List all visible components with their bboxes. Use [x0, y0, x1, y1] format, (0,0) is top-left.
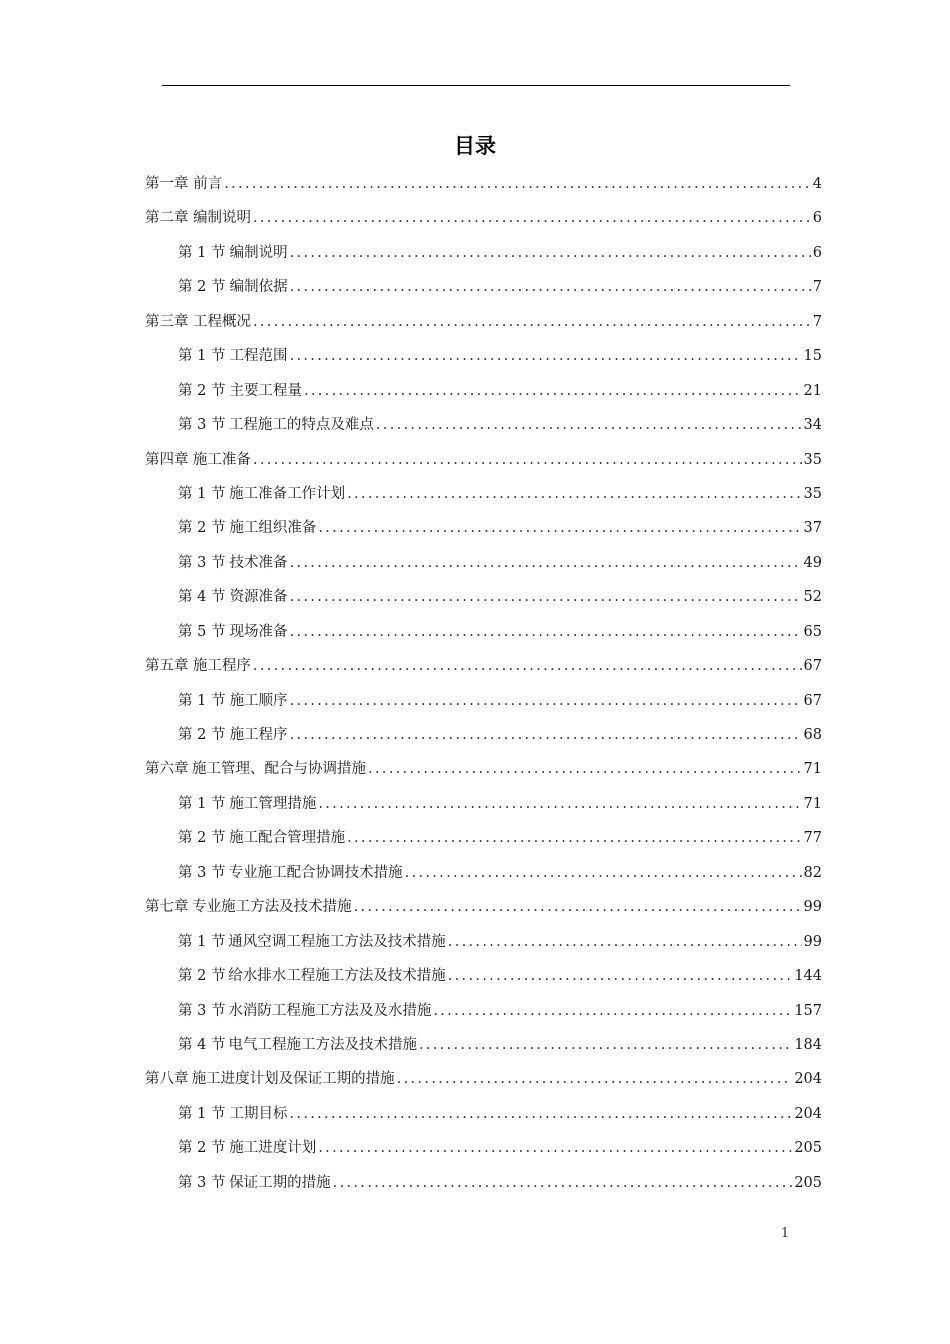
toc-leader-dots	[318, 1131, 792, 1165]
toc-section-entry[interactable]	[145, 339, 822, 373]
toc-entry-title: 编制说明	[192, 210, 251, 227]
toc-leader-dots	[290, 580, 802, 614]
toc-entry-page: 204	[794, 1105, 822, 1122]
toc-entry-page: 99	[803, 899, 822, 916]
toc-section-entry[interactable]	[145, 1028, 822, 1062]
toc-entry-number: 第 2 节	[178, 830, 226, 847]
toc-section-entry[interactable]	[145, 994, 822, 1028]
toc-entry-title: 工程施工的特点及难点	[228, 417, 374, 434]
toc-entry-number: 第二章	[145, 210, 189, 227]
toc-entry-page: 71	[803, 761, 822, 778]
toc-entry-title: 通风空调工程施工方法及技术措施	[228, 933, 446, 950]
toc-entry-title: 施工进度计划	[229, 1140, 317, 1157]
toc-entry-number: 第 2 节	[178, 968, 226, 985]
toc-entry-title: 专业施工配合协调技术措施	[228, 864, 403, 881]
toc-leader-dots	[448, 925, 802, 959]
toc-leader-dots	[397, 1062, 793, 1096]
toc-entry-number: 第六章	[145, 761, 189, 778]
toc-leader-dots	[290, 615, 802, 649]
toc-entry-page: 37	[803, 520, 822, 537]
toc-entry-title: 编制说明	[229, 244, 288, 261]
toc-entry-title: 施工管理措施	[229, 795, 317, 812]
toc-entry-title: 技术准备	[229, 554, 288, 571]
toc-section-entry[interactable]	[145, 408, 822, 442]
toc-entry-title: 电气工程施工方法及技术措施	[228, 1036, 417, 1053]
toc-entry-number: 第七章	[145, 899, 189, 916]
toc-leader-dots	[290, 546, 802, 580]
toc-entry-page: 82	[803, 864, 822, 881]
toc-entry-title: 施工顺序	[229, 692, 288, 709]
toc-entry-title: 工程范围	[229, 348, 288, 365]
toc-entry-title: 工期目标	[229, 1105, 288, 1122]
toc-entry-number: 第三章	[145, 313, 189, 330]
toc-entry-page: 67	[803, 658, 822, 675]
toc-entry-number: 第 3 节	[178, 417, 226, 434]
toc-leader-dots	[333, 1166, 793, 1200]
toc-leader-dots	[448, 959, 793, 993]
toc-entry-page: 67	[803, 692, 822, 709]
toc-entry-title: 水消防工程施工方法及及水措施	[228, 1002, 432, 1019]
toc-section-entry[interactable]	[145, 856, 822, 890]
toc-entry-number: 第 2 节	[178, 279, 226, 296]
toc-leader-dots	[253, 305, 811, 339]
toc-chapter-entry[interactable]	[145, 890, 822, 924]
toc-entry-page: 35	[803, 451, 822, 468]
toc-entry-page: 144	[794, 968, 822, 985]
toc-entry-title: 资源准备	[229, 589, 288, 606]
toc-entry-page: 99	[803, 933, 822, 950]
toc-entry-title: 现场准备	[229, 623, 288, 640]
toc-entry-page: 7	[812, 313, 822, 330]
toc-entry-number: 第 1 节	[178, 1105, 226, 1122]
toc-entry-number: 第 2 节	[178, 520, 226, 537]
toc-chapter-entry[interactable]	[145, 167, 822, 201]
toc-entry-page: 4	[812, 176, 822, 192]
toc-chapter-entry[interactable]	[145, 201, 822, 235]
toc-entry-number: 第 1 节	[178, 795, 226, 812]
toc-chapter-entry[interactable]	[145, 443, 822, 477]
toc-entry-title: 施工准备	[192, 451, 251, 468]
toc-leader-dots	[347, 477, 801, 511]
toc-leader-dots	[304, 374, 802, 408]
toc-entry-number: 第 4 节	[178, 1036, 226, 1053]
toc-entry-page: 6	[812, 244, 822, 261]
toc-entry-number: 第 1 节	[178, 692, 226, 709]
toc-entry-title: 主要工程量	[229, 382, 302, 399]
toc-entry-title: 前言	[193, 176, 223, 192]
toc-section-entry[interactable]	[145, 1097, 822, 1131]
toc-section-entry[interactable]	[145, 546, 822, 580]
toc-entry-page: 65	[803, 623, 822, 640]
toc-section-entry[interactable]	[145, 1131, 822, 1165]
toc-entry-page: 205	[794, 1140, 822, 1157]
toc-entry-page: 15	[803, 348, 822, 365]
toc-leader-dots	[290, 684, 802, 718]
toc-leader-dots	[290, 236, 811, 270]
toc-entry-page: 7	[812, 279, 822, 296]
toc-section-entry[interactable]	[145, 1166, 822, 1200]
toc-entry-number: 第 2 节	[178, 727, 226, 743]
toc-leader-dots	[290, 339, 802, 373]
toc-entry-number: 第 3 节	[178, 864, 226, 881]
toc-entry-number: 第 3 节	[178, 1174, 226, 1191]
toc-entry-page: 205	[794, 1174, 822, 1191]
toc-entry-title: 工程概况	[192, 313, 251, 330]
header-rule	[162, 85, 790, 86]
toc-entry-title: 施工管理、配合与协调措施	[191, 761, 366, 778]
toc-entry-page: 21	[803, 382, 822, 399]
toc-title: 目录	[454, 134, 496, 158]
toc-entry-number: 第五章	[145, 658, 189, 675]
toc-entry-title: 编制依据	[229, 279, 288, 296]
toc-entry-title: 保证工期的措施	[229, 1174, 331, 1191]
toc-section-entry[interactable]	[145, 511, 822, 545]
toc-entry-number: 第 5 节	[178, 623, 226, 640]
toc-chapter-entry[interactable]	[145, 649, 822, 683]
toc-entry-page: 184	[794, 1036, 822, 1053]
toc-entry-number: 第 1 节	[178, 485, 226, 502]
toc-entry-page: 204	[794, 1071, 822, 1088]
page-number: 1	[780, 1226, 790, 1241]
toc-entry-title: 施工程序	[229, 727, 288, 743]
toc-section-entry[interactable]	[145, 959, 822, 993]
toc-entry-title: 施工程序	[192, 658, 251, 675]
toc-entry-title: 施工配合管理措施	[229, 830, 346, 847]
toc-entry-number: 第 4 节	[178, 589, 226, 606]
toc-leader-dots	[253, 649, 802, 683]
toc-leader-dots	[419, 1028, 792, 1062]
toc-section-entry[interactable]	[145, 270, 822, 304]
toc-entry-page: 71	[803, 795, 822, 812]
toc-leader-dots	[253, 201, 811, 235]
toc-chapter-entry[interactable]	[145, 752, 822, 786]
toc-entry-page: 157	[794, 1002, 822, 1019]
toc-section-entry[interactable]	[145, 821, 822, 855]
toc-entry-number: 第 3 节	[178, 554, 226, 571]
toc-section-entry[interactable]	[145, 236, 822, 270]
toc-entry-number: 第 1 节	[178, 348, 226, 365]
toc-entry-number: 第一章	[145, 176, 189, 192]
toc-entry-page: 77	[803, 830, 822, 847]
toc-section-entry[interactable]	[145, 374, 822, 408]
toc-leader-dots	[290, 718, 802, 752]
toc-leader-dots	[253, 443, 802, 477]
toc-section-entry[interactable]	[145, 615, 822, 649]
toc-chapter-entry[interactable]	[145, 305, 822, 339]
toc-leader-dots	[354, 890, 802, 924]
toc-section-entry[interactable]	[145, 684, 822, 718]
toc-leader-dots	[347, 821, 801, 855]
toc-entry-page: 6	[812, 210, 822, 227]
toc-entry-title: 施工准备工作计划	[229, 485, 346, 502]
toc-entry-number: 第 2 节	[178, 382, 226, 399]
toc-section-entry[interactable]	[145, 787, 822, 821]
toc-entry-title: 给水排水工程施工方法及技术措施	[228, 968, 446, 985]
toc-entry-number: 第 2 节	[178, 1140, 226, 1157]
toc-section-entry[interactable]	[145, 718, 822, 752]
toc-entry-title: 施工进度计划及保证工期的措施	[191, 1071, 395, 1088]
toc-entry-page: 34	[803, 417, 822, 434]
toc-entry-number: 第四章	[145, 451, 189, 468]
toc-section-entry[interactable]	[145, 580, 822, 614]
toc-section-entry[interactable]	[145, 477, 822, 511]
toc-chapter-entry[interactable]	[145, 1062, 822, 1096]
toc-entry-page: 35	[803, 485, 822, 502]
toc-entry-page: 49	[803, 554, 822, 571]
toc-entry-number: 第 1 节	[178, 244, 226, 261]
toc-leader-dots	[318, 787, 801, 821]
toc-entry-title: 专业施工方法及技术措施	[192, 899, 352, 916]
toc-leader-dots	[433, 994, 792, 1028]
toc-list	[145, 167, 822, 1200]
toc-entry-page: 68	[803, 727, 822, 743]
toc-leader-dots	[224, 167, 811, 201]
toc-entry-page: 52	[803, 589, 822, 606]
toc-entry-number: 第 1 节	[178, 933, 226, 950]
toc-entry-number: 第八章	[145, 1071, 189, 1088]
toc-leader-dots	[290, 270, 811, 304]
toc-leader-dots	[318, 511, 801, 545]
toc-leader-dots	[376, 408, 802, 442]
toc-leader-dots	[290, 1097, 793, 1131]
toc-leader-dots	[368, 752, 802, 786]
toc-section-entry[interactable]	[145, 925, 822, 959]
toc-entry-number: 第 3 节	[178, 1002, 226, 1019]
toc-entry-title: 施工组织准备	[229, 520, 317, 537]
toc-leader-dots	[405, 856, 802, 890]
